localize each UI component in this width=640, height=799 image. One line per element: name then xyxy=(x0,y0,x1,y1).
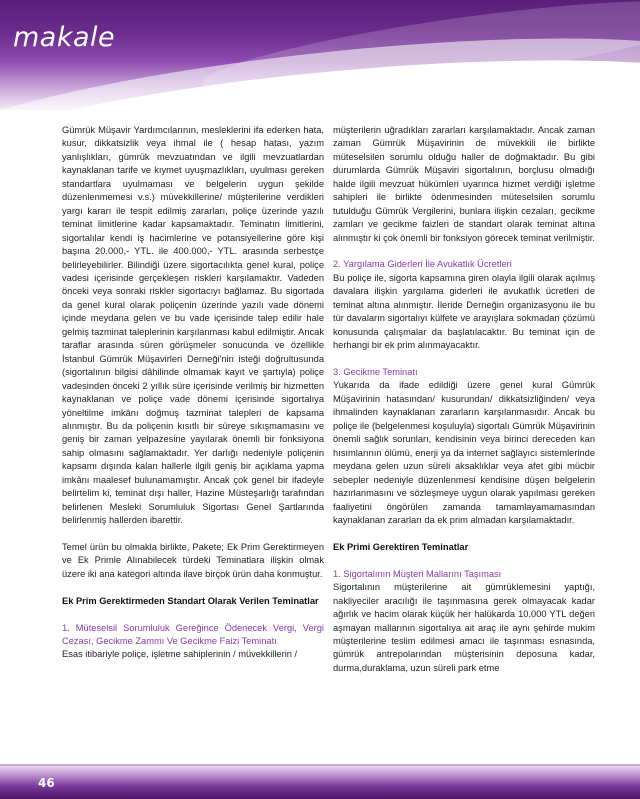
paragraph: Sigortalının müşterilerine ait gümrüklemesini yaptığı, nakliyeciler aracılığı ile taşınmasına gerek olmayacak kadar ağırlık ve hacim olarak küçük her halükarda 10.000 YTL değeri aşmayan mallarının sigortalıya ait araç ile aynı şehirde mukim müşterilerine teslim edilmesi amacı ile taşınması esnasında, gümrük antrepolarından müşterisinin deposuna kadar, durma,duraklama, uzun süreli park etme xyxy=(333,582,595,673)
page-number: 46 xyxy=(38,776,55,790)
paragraph: Temel ürün bu olmakla birlikte, Pakete; Ek Prim Gerektirmeyen ve Ek Primle Alınabilecek türdeki Teminatlara ilişkin olmak üzere iki ana kategori altında ilave birçok ürün daha konmuştur. xyxy=(62,541,324,579)
header-banner xyxy=(0,0,640,110)
right-column xyxy=(333,124,595,675)
section-heading: Ek Prim Gerektirmeden Standart Olarak Verilen Teminatlar xyxy=(62,595,319,606)
paragraph: Esas itibariyle poliçe, işletme sahiplerinin / müvekkillerin / xyxy=(62,649,298,660)
subsection-heading: 1. Müteselsil Sorumluluk Gereğince Ödenecek Vergi, Vergi Cezası, Gecikme Zammı Ve Gecikme Faizi Teminatı xyxy=(62,622,324,647)
footer-banner xyxy=(0,766,640,799)
subsection-heading: 1. Sigortalının Müşteri Mallarını Taşıması xyxy=(333,568,502,579)
paragraph: müşterilerin uğradıkları zararları karşılamaktadır. Ancak zaman zaman Gümrük Müşavirinin de müvekkili ile birlikte müteselsilen sorumlu olduğu haller de doğmaktadır. Bu gibi durumlarda Gümrük Müşaviri sigortalının, borçlusu olmadığı halde ilgili mevzuat hükümleri uyarınca hizmet verdiği işletme sahipleri ile birlikte ödenmesinden müteselsilen sorumlu tutulduğu Gümrük Vergilerini, bunlara ilişkin cezaları, gecikme zamları ve gecikme faizleri de standart olarak teminat altına alınmıştır ki çok önemli bir fonksiyon görecek teminat verilmiştir. xyxy=(333,125,595,243)
section-title: makale xyxy=(13,22,116,53)
left-column xyxy=(62,124,324,662)
subsection-heading: 2. Yargılama Giderleri İle Avukatlık Ücretleri xyxy=(333,259,512,270)
section-heading: Ek Primi Gerektiren Teminatlar xyxy=(333,541,469,552)
subsection-heading: 3. Gecikme Teminatı xyxy=(333,367,418,378)
paragraph: Gümrük Müşavir Yardımcılarının, mesleklerini ifa ederken hata, kusur, dikkatsizlik veya ihmal ile ( hesap hatası, yazım yanlışlıkları, gümrük mevzuatından ve ilgili mevzuatlardan kaynaklanan tarife ve kıymet uyuşmazlıkları, uyulması gereken standartlara uyulmaması ve belgelerin uygun şekilde düzenlenmemesi v.s.) müvekkillerine/ müşterilerine verdikleri yargı kararı ile tespit edilmiş zararları, poliçe üzerinde yazılı teminat limitlerine kadar kapsamaktadır. Teminatın limitlerini, sigortalılar kendi iş hacimlerine ve potansiyellerine göre kişi başına 20.000,- YTL. ile 400.000,- YTL. arasında serbestçe belirleyebilirler. Bilindiği üzere sigortacılıkta genel kural, poliçe vadesi içerisinde gerçekleşen riskleri karşılamaktır. Vadeden önceki veya sonraki riskler sigortacıyı bağlamaz. Bu sigortada da genel kural olarak poliçenin üzerinde yazılı vade dönemi içinde meydana gelen ve bu vade içerisinde talep edilir hale gelmiş tazminat taleplerinin karşılanması kabul edilmiştir. Ancak taraflar arasında süren görüşmeler sonucunda ve özellikle İstanbul Gümrük Müşavirleri Derneği'nin isteği doğrultusunda (sigortalının bilgisi dâhilinde olmamak kayıt ve şartıyla) poliçe vadesinden önceki 2 yıllık süre içerisinde verilmiş bir hizmetten kaynaklanan ve poliçe vade dönemi içerisinde sigortalıya yöneltilme imkânı doğmuş tazminat talepleri de kapsama alınmıştır. Bu da poliçenin kısıtlı bir süreye sıkışmamasını ve geniş bir zaman yelpazesine yayılarak önemli bir fonksiyona sahip olmasını sağlamaktadır. Yer darlığı nedeniyle poliçenin kapsamı dışında kalan hallerle ilgili geniş bir açıklama yapma imkânı maalesef bulunamamıştır. Ancak çok genel bir ifadeyle belirtelim ki, teminat dışı haller, Hazine Müsteşarlığı tarafından belirlenen Mesleki Sorumluluk Sigortası Genel Şartlarında belirlenmiş hallerden ibarettir. xyxy=(62,125,324,526)
paragraph: Bu poliçe ile, sigorta kapsamına giren olayla ilgili olarak açılmış davalara ilişkin yargılama giderleri ile avukatlık ücretleri de teminat altına alınmıştır. İleride Derneğin organizasyonu ile bu tür davaların sigortalıyı külfete ve arayışlara sokmadan çözümü konusunda çalışmalar da başlatılacaktır. Bu teminat için de herhangi bir ek prim alınmayacaktır. xyxy=(333,272,595,351)
paragraph: Yukarıda da ifade edildiği üzere genel kural Gümrük Müşavirinin hatasından/ kusurundan/ dikkatsizliğinden/ veya ihmalinden kaynaklanan zararların karşılanmasıdır. Ancak bu poliçe ile (belgelenmesi koşuluyla) sigortalı Gümrük Müşavirinin önemli sağlık sorunları, kendisinin veya birinci dereceden kan hısımlarının ölümü, enerji ya da internet sağlayıcı sistemlerinde meydana gelen uzun süreli aksaklıklar veya afet gibi mücbir sebepler nedeniyle düzenlenmesi kendisine düşen belgelerin hazırlanmasını ve sözleşmeye uygun olarak yapılması gereken faaliyetini öngörülen zamanda tamamlayamamasından kaynaklanan zararları da ek prim almadan karşılamaktadır. xyxy=(333,380,595,526)
